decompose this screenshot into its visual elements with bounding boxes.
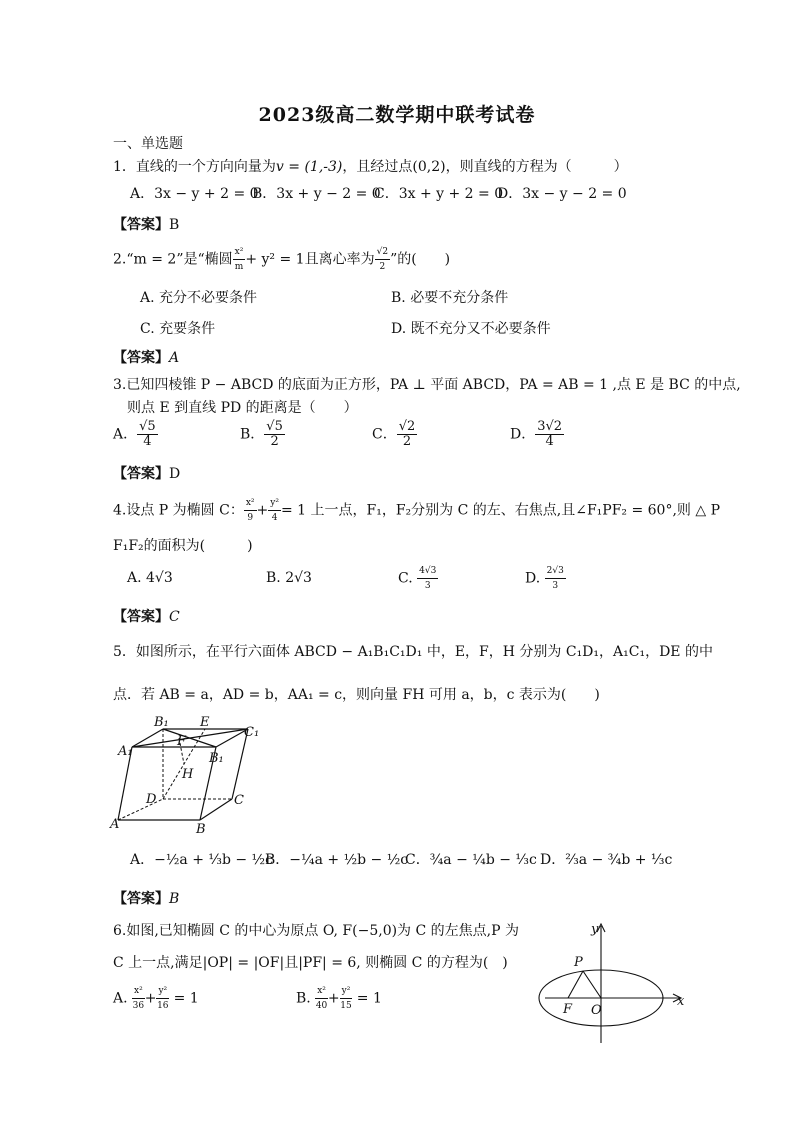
q2-option-c: C. 充要条件 — [140, 321, 216, 337]
q3-stem-line2: 则点 E 到直线 PD 的距离是（ ） — [127, 400, 358, 416]
q6-stem-line2: C 上一点,满足|OP| = |OF|且|PF| = 6, 则椭圆 C 的方程为( ) — [113, 955, 508, 971]
q5-option-c: C．¾a − ¼b − ⅓c — [405, 852, 537, 868]
q2-option-d: D. 既不充分又不必要条件 — [391, 321, 551, 337]
q2-option-a: A. 充分不必要条件 — [140, 290, 258, 306]
q2-stem: 2.“m = 2”是“椭圆 $\frac{\text{x²}}{m}$ + y² = 1且离心率为 $\frac{√2}{2}$ ”的( ) — [113, 247, 451, 272]
q4-option-a: A. 4√3 — [127, 570, 173, 586]
q3-option-b: B． $\frac{√5}{2}$ — [240, 419, 283, 449]
q1-option-d: D．3x − y − 2 = 0 — [497, 186, 627, 202]
q6-stem-line1: 6.如图,已知椭圆 C 的中心为原点 O, F(−5,0)为 C 的左焦点,P 为 — [113, 923, 519, 939]
q5-stem-line1: 5．如图所示，在平行六面体 ABCD − A₁B₁C₁D₁ 中，E，F，H 分别为 C₁D₁，A₁C₁，DE 的中 — [113, 644, 713, 660]
point-f-label: F — [563, 1002, 573, 1017]
q1-option-c: C．3x + y + 2 = 0 — [374, 186, 504, 202]
q5-option-a: A．−½a + ⅓b − ½c — [130, 852, 273, 868]
q1-answer: 【答案】B — [113, 217, 180, 233]
q1-stem: 1．直线的一个方向向量为v = (1,-3)，且经过点(0,2)，则直线的方程为（ ） — [113, 159, 628, 175]
q1-option-b: B．3x + y − 2 = 0 — [252, 186, 381, 202]
parallelepiped-figure — [108, 712, 268, 837]
q2-option-b: B. 必要不充分条件 — [391, 290, 509, 306]
point-p-label: P — [574, 955, 583, 970]
q4-option-c: C. $\frac{4√3}{3}$ — [398, 566, 437, 591]
q6-option-a: A. $\frac{\text{x²}}{36}$ + $\frac{\text{y²}}{16}$ = 1 — [113, 986, 199, 1011]
ellipse-figure — [525, 918, 695, 1046]
axis-y-label: y — [591, 922, 599, 937]
q5-answer: 【答案】B — [113, 891, 180, 907]
q3-option-c: C． $\frac{√2}{2}$ — [372, 419, 416, 449]
axis-x-label: x — [677, 994, 685, 1009]
q3-option-d: D． $\frac{3√2}{4}$ — [510, 419, 563, 449]
q5-option-d: D．⅔a − ¾b + ⅓c — [540, 852, 673, 868]
section-heading: 一、单选题 — [113, 136, 183, 152]
q5-option-b: B．−¼a + ½b − ½c — [265, 852, 409, 868]
q4-stem-line2: F₁F₂的面积为( ) — [113, 538, 253, 554]
q3-stem-line1: 3.已知四棱锥 P − ABCD 的底面为正方形，PA ⊥ 平面 ABCD，PA = AB = 1 ,点 E 是 BC 的中点, — [113, 377, 741, 393]
q5-stem-line2: 点．若 AB = a，AD = b，AA₁ = c，则向量 FH 可用 a，b，c 表示为( ) — [113, 687, 600, 703]
page-title: 2023级高二数学期中联考试卷 — [258, 104, 536, 126]
label-c: C — [234, 793, 244, 808]
label-b1-right: B₁ — [209, 751, 224, 766]
label-b: B — [196, 822, 206, 837]
q4-stem-line1: 4.设点 P 为椭圆 C： $\frac{\text{x²}}{9}$ + $\frac{\text{y²}}{4}$ = 1 上一点，F₁，F₂分别为 C 的左、右焦点,且∠F₁PF₂ = 60°,则 △ P — [113, 498, 721, 523]
q2-answer: 【答案】A — [113, 350, 180, 366]
label-b1-top: B₁ — [154, 715, 169, 730]
q3-answer: 【答案】D — [113, 466, 181, 482]
label-c1: C₁ — [244, 725, 260, 740]
label-f: F — [177, 734, 187, 749]
q6-option-b: B. $\frac{\text{x²}}{40}$ + $\frac{\text{y²}}{15}$ = 1 — [296, 986, 382, 1011]
q1-option-a: A．3x − y + 2 = 0 — [130, 186, 259, 202]
q3-option-a: A． $\frac{√5}{4}$ — [113, 419, 156, 449]
label-e: E — [200, 715, 210, 730]
label-a1: A₁ — [118, 744, 133, 759]
q4-answer: 【答案】C — [113, 609, 180, 625]
label-d: D — [146, 792, 157, 807]
q4-option-b: B. 2√3 — [266, 570, 312, 586]
q4-option-d: D. $\frac{2√3}{3}$ — [525, 566, 564, 591]
point-o-label: O — [591, 1003, 602, 1018]
label-h: H — [182, 767, 194, 782]
label-a: A — [110, 817, 120, 832]
